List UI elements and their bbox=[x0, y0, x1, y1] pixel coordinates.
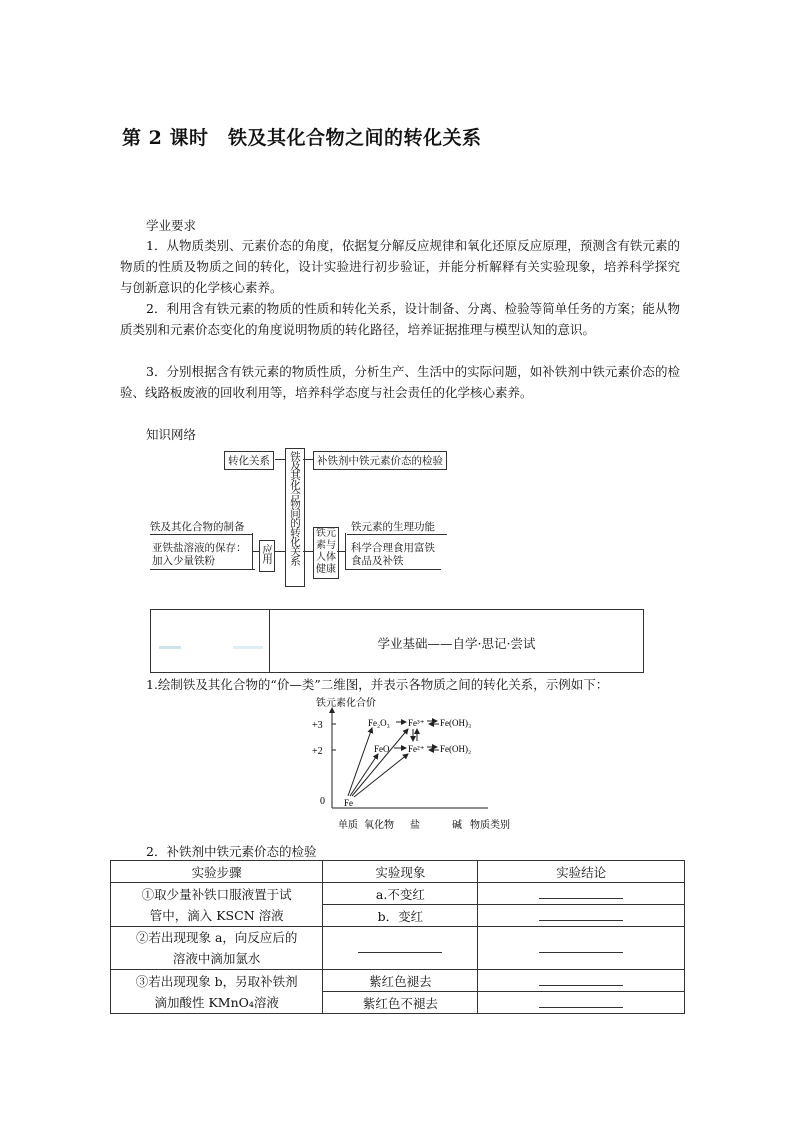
blank-conclusion-b bbox=[478, 905, 685, 927]
obs-c: 紫红色褪去 bbox=[323, 970, 478, 992]
blank-conclusion-2 bbox=[478, 927, 685, 970]
requirements-heading: 学业要求 bbox=[146, 218, 197, 233]
tick-x-base: 碱 bbox=[452, 820, 462, 831]
experiment-table bbox=[110, 860, 685, 1014]
table-row bbox=[111, 927, 685, 970]
tick-y-2: +2 bbox=[312, 746, 323, 757]
tick-y-3: +3 bbox=[312, 720, 323, 731]
header-observation: 实验现象 bbox=[323, 861, 478, 883]
table-row bbox=[111, 970, 685, 992]
node-preserve: 亚铁盐溶液的保存： 加入少量铁粉 bbox=[152, 542, 247, 567]
obs-b: b．变红 bbox=[323, 905, 478, 927]
tick-y-0: 0 bbox=[320, 796, 325, 807]
node-physio: 铁元素的生理功能 bbox=[347, 519, 447, 535]
step-2: ②若出现现象 a，向反应后的 溶液中滴加氯水 bbox=[111, 927, 323, 970]
blank-conclusion-c bbox=[478, 970, 685, 992]
step-1: ①取少量补铁口服液置于试 管中，滴入 KSCN 溶液 bbox=[111, 883, 323, 927]
valence-class-chart bbox=[310, 696, 520, 836]
node-detect: 补铁剂中铁元素价态的检验 bbox=[313, 451, 447, 470]
requirement-2: 2．利用含有铁元素的物质的性质和转化关系，设计制备、分离、检验等简单任务的方案；能从物质类别和元素价态变化的角度说明物质的转化路径，培养证据推理与模型认知的意识。 bbox=[120, 301, 680, 337]
q1-text: 1.绘制铁及其化合物的“价—类”二维图，并表示各物质之间的转化关系，示例如下： bbox=[146, 677, 609, 692]
requirement-1: 1．从物质类别、元素价态的角度，依据复分解反应规律和氧化还原反应原理，预测含有铁元素的物质的性质及物质之间的转化，设计实验进行初步验证，并能分析解释有关实验现象，培养科学探究与创新意识的化学核心素养。 bbox=[120, 238, 680, 295]
obs-d: 紫红色不褪去 bbox=[323, 992, 478, 1014]
tick-x-salt: 盐 bbox=[410, 820, 420, 831]
q2-text: 2．补铁剂中铁元素价态的检验 bbox=[146, 844, 317, 859]
step-3: ③若出现现象 b，另取补铁剂 滴加酸性 KMnO₄溶液 bbox=[111, 970, 323, 1014]
table-header-row bbox=[111, 861, 685, 883]
species-feoh3: Fe(OH)₃ bbox=[440, 718, 472, 728]
page-title: 第 2 课时 铁及其化合物之间的转化关系 bbox=[122, 127, 482, 149]
node-app: 应用 bbox=[259, 540, 275, 572]
banner-text: 学业基础——自学·思记·尝试 bbox=[377, 636, 536, 651]
header-conclusion: 实验结论 bbox=[478, 861, 685, 883]
blank-observation-2 bbox=[323, 927, 478, 970]
species-fe: Fe bbox=[344, 798, 353, 808]
x-axis-label: 物质类别 bbox=[470, 820, 510, 831]
species-fe3: Fe³⁺ bbox=[408, 718, 425, 728]
species-feoh2: Fe(OH)₂ bbox=[440, 744, 472, 754]
node-center: 铁及其化合物间的转化关系 bbox=[285, 448, 305, 587]
obs-a: a.不变红 bbox=[323, 883, 478, 905]
node-conversion: 转化关系 bbox=[224, 451, 274, 470]
tick-x-oxide: 氧化物 bbox=[364, 820, 394, 831]
tick-x-elem: 单质 bbox=[338, 820, 358, 831]
node-health: 铁元素与人体健康 bbox=[313, 527, 339, 579]
section-banner bbox=[150, 609, 644, 673]
network-heading: 知识网络 bbox=[146, 427, 197, 442]
species-fe2: Fe²⁺ bbox=[408, 744, 425, 754]
node-food: 科学合理食用富铁 食品及补铁 bbox=[351, 542, 435, 567]
node-prep: 铁及其化合物的制备 bbox=[150, 519, 252, 535]
y-axis-label: 铁元素化合价 bbox=[316, 698, 376, 709]
blank-conclusion-a bbox=[478, 883, 685, 905]
species-feo: FeO bbox=[374, 744, 390, 754]
knowledge-network-diagram bbox=[140, 445, 460, 595]
requirement-3: 3．分别根据含有铁元素的物质性质，分析生产、生活中的实际问题，如补铁剂中铁元素价态的检验、线路板废液的回收利用等，培养科学态度与社会责任的化学核心素养。 bbox=[120, 364, 680, 400]
blank-conclusion-d bbox=[478, 992, 685, 1014]
table-row bbox=[111, 883, 685, 905]
header-step: 实验步骤 bbox=[111, 861, 323, 883]
species-fe2o3: Fe₂O₃ bbox=[368, 718, 390, 728]
